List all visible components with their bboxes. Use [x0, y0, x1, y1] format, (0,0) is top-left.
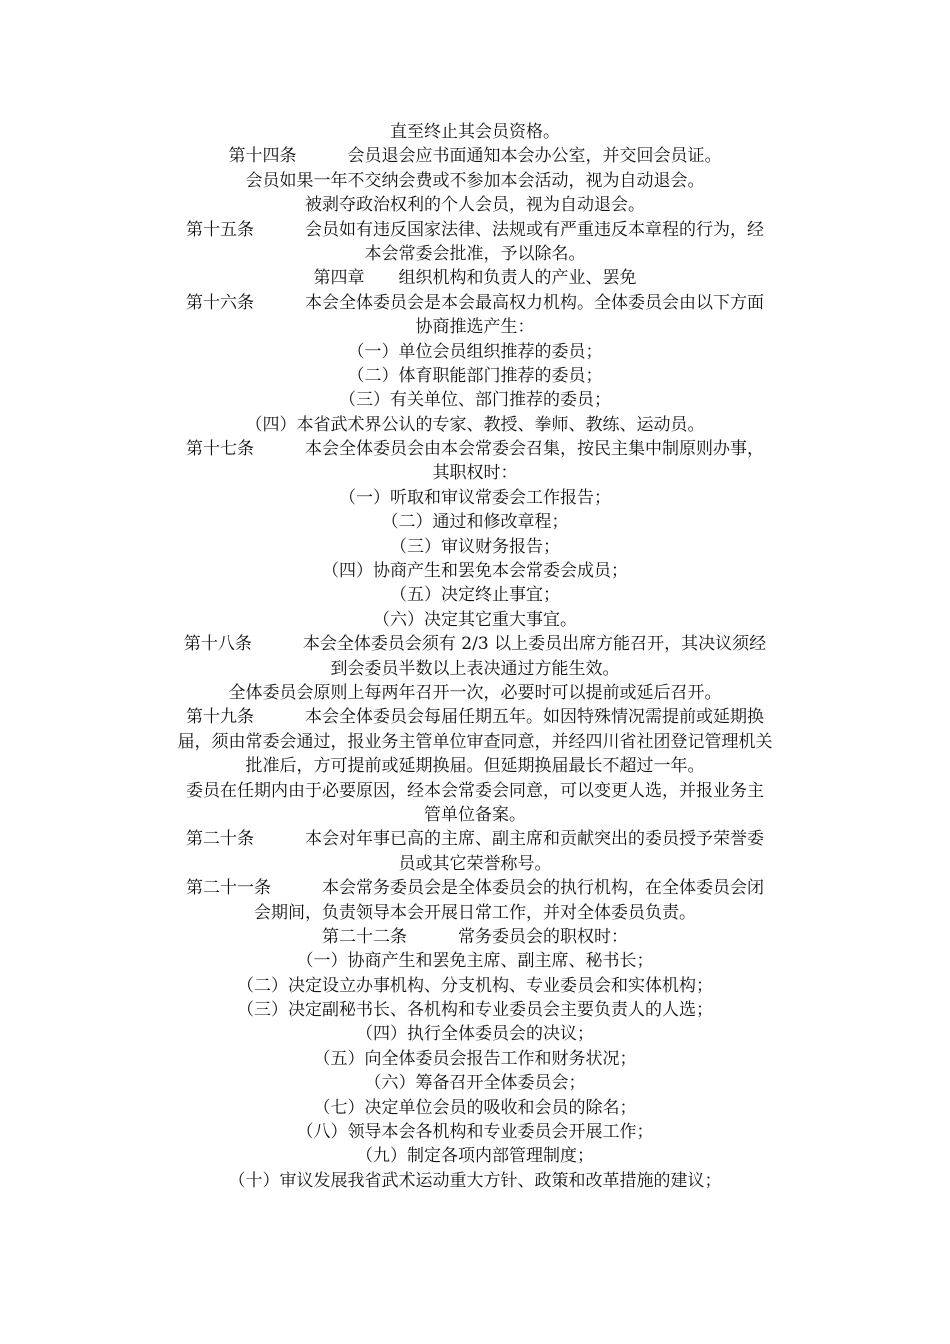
- text-line: （一）协商产生和罢免主席、副主席、秘书长；: [296, 951, 654, 972]
- text-line: 会期间，负责领导本会开展日常工作，并对全体委员负责。: [254, 902, 696, 923]
- text-line: （七）决定单位会员的吸收和会员的除名；: [313, 1097, 637, 1118]
- text-line: 委员在任期内由于必要原因，经本会常委会同意，可以变更人选，并报业务主: [186, 780, 764, 801]
- text-line: （二）决定设立办事机构、分支机构、专业委员会和实体机构；: [237, 975, 713, 996]
- text-line: 会员如果一年不交纳会费或不参加本会活动，视为自动退会。: [245, 170, 705, 191]
- text-line: （三）审议财务报告；: [390, 536, 560, 557]
- text-line: 协商推选产生：: [415, 317, 535, 338]
- text-line: （十）审议发展我省武术运动重大方针、政策和改革措施的建议；: [228, 1170, 722, 1191]
- text-line: （八）领导本会各机构和专业委员会开展工作；: [296, 1122, 654, 1143]
- text-line: （四）协商产生和罢免本会常委会成员；: [322, 561, 628, 582]
- chapter-heading: 第四章 组织机构和负责人的产业、罢免: [313, 268, 637, 289]
- document-page: [140, 120, 810, 1193]
- text-line: （五）向全体委员会报告工作和财务状况；: [313, 1048, 637, 1069]
- text-line: 批准后，方可提前或延期换届。但延期换届最长不超过一年。: [245, 756, 705, 777]
- text-line: 第二十一条 本会常务委员会是全体委员会的执行机构，在全体委员会闭: [186, 878, 764, 899]
- text-line: 第二十二条 常务委员会的职权时：: [322, 926, 628, 947]
- text-line: （一）单位会员组织推荐的委员；: [347, 341, 603, 362]
- text-line: 第十六条 本会全体委员会是本会最高权力机构。全体委员会由以下方面: [186, 292, 764, 313]
- text-line: （四）本省武术界公认的专家、教授、拳师、教练、运动员。: [245, 414, 705, 435]
- text-line: 届，须由常委会通过，报业务主管单位审查同意，并经四川省社团登记管理机关: [177, 731, 773, 752]
- text-line: （二）体育职能部门推荐的委员；: [347, 365, 603, 386]
- text-line: 第十四条 会员退会应书面通知本会办公室，并交回会员证。: [228, 146, 722, 167]
- text-line: （二）通过和修改章程；: [381, 512, 569, 533]
- text-line: （九）制定各项内部管理制度；: [356, 1146, 594, 1167]
- text-line: 到会委员半数以上表决通过方能生效。: [330, 658, 620, 679]
- text-line: 全体委员会原则上每两年召开一次，必要时可以提前或延后召开。: [228, 682, 722, 703]
- text-line: （六）决定其它重大事宜。: [373, 609, 577, 630]
- text-line: 管单位备案。: [424, 804, 526, 825]
- text-line: （一）听取和审议常委会工作报告；: [339, 487, 611, 508]
- text-line: 第十七条 本会全体委员会由本会常委会召集，按民主集中制原则办事，: [186, 439, 764, 460]
- text-line: 本会常委会批准，予以除名。: [364, 243, 586, 264]
- text-line: 第十九条 本会全体委员会每届任期五年。如因特殊情况需提前或延期换: [186, 707, 764, 728]
- text-line: （四）执行全体委员会的决议；: [356, 1024, 594, 1045]
- text-line: （五）决定终止事宜；: [390, 585, 560, 606]
- text-line: 其职权时：: [432, 463, 518, 484]
- text-line: （六）筹备召开全体委员会；: [364, 1073, 586, 1094]
- text-line: 员或其它荣誉称号。: [398, 853, 552, 874]
- text-line: （三）决定副秘书长、各机构和专业委员会主要负责人的人选；: [237, 1000, 713, 1021]
- text-line: （三）有关单位、部门推荐的委员；: [339, 390, 611, 411]
- text-line: 第十八条 本会全体委员会须有 2/3 以上委员出席方能召开，其决议须经: [183, 634, 767, 655]
- text-line: 第二十条 本会对年事已高的主席、副主席和贡献突出的委员授予荣誉委: [186, 829, 764, 850]
- text-line: 被剥夺政治权利的个人会员，视为自动退会。: [305, 195, 645, 216]
- text-line: 第十五条 会员如有违反国家法律、法规或有严重违反本章程的行为，经: [186, 219, 764, 240]
- text-line: 直至终止其会员资格。: [390, 122, 560, 142]
